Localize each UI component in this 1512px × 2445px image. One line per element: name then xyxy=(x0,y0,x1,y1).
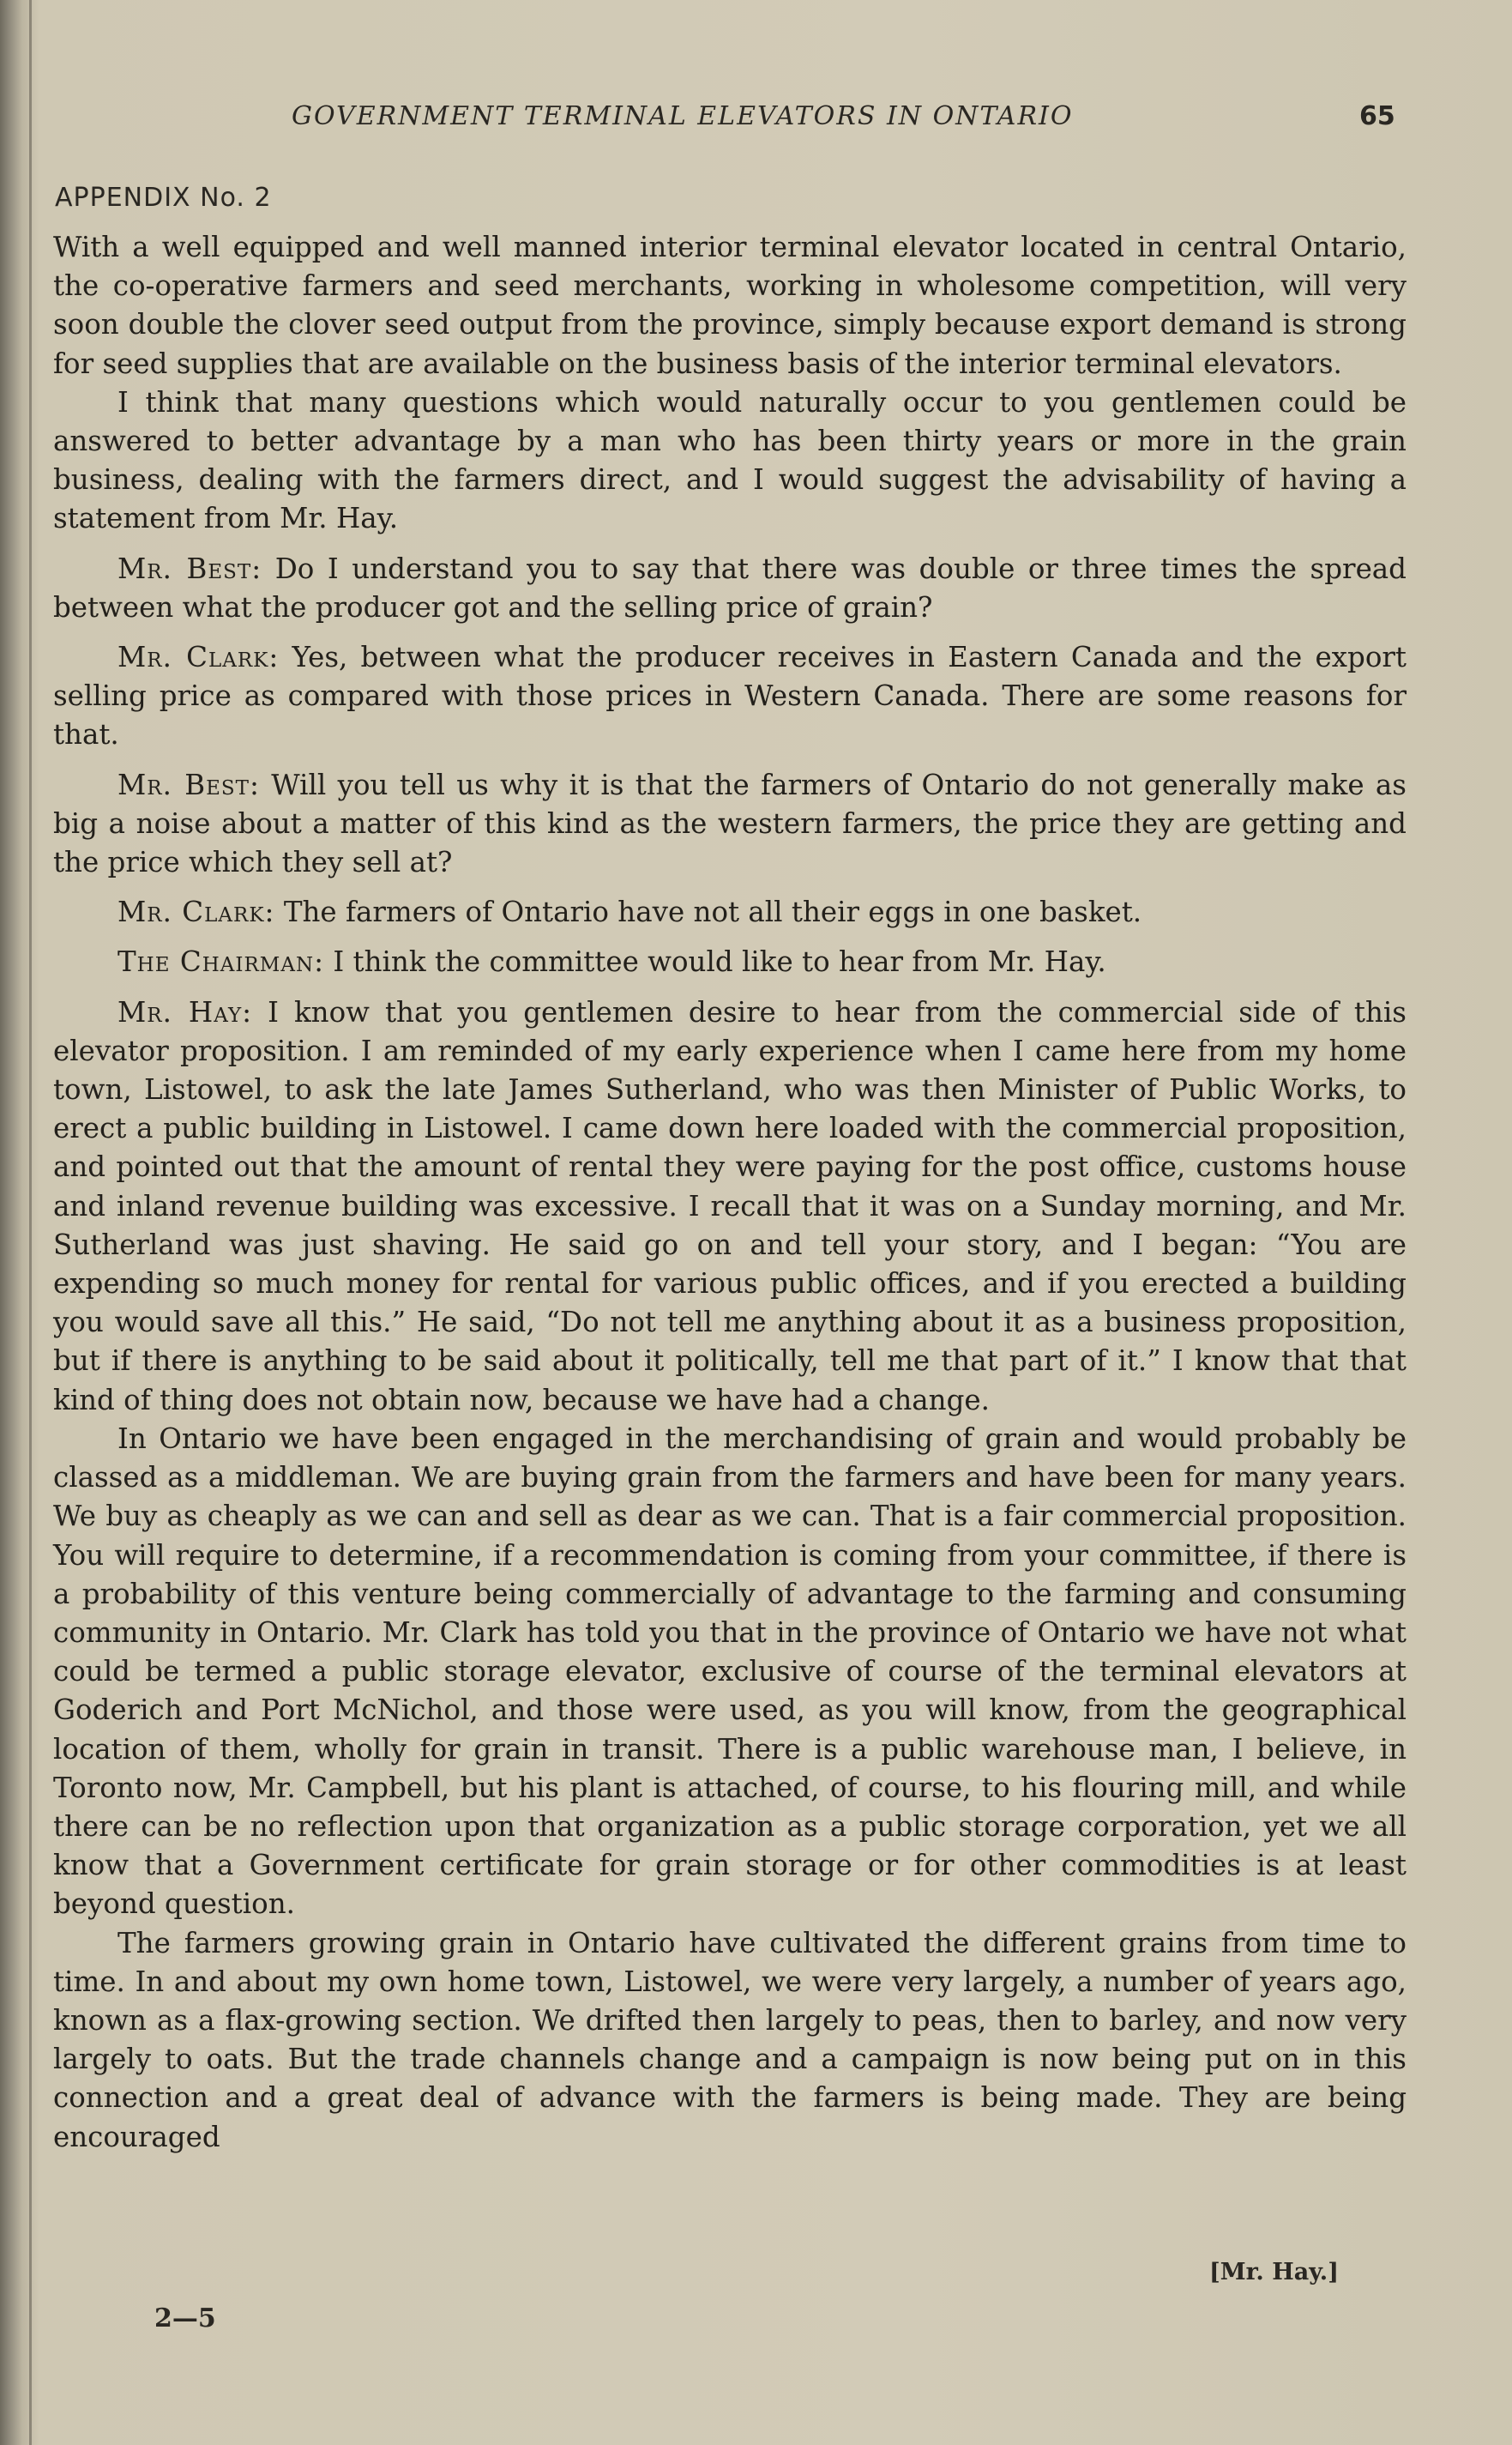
speech-paragraph xyxy=(53,893,1407,932)
speech-paragraph xyxy=(53,943,1407,981)
running-title: GOVERNMENT TERMINAL ELEVATORS IN ONTARIO xyxy=(292,101,1074,131)
speaker-name: The Chairman: xyxy=(117,945,325,979)
appendix-label: APPENDIX No. 2 xyxy=(55,183,272,213)
binding-edge xyxy=(29,0,32,2445)
signature-mark: 2—5 xyxy=(154,2303,216,2333)
speech-text: I think the committee would like to hear from Mr. Hay. xyxy=(333,945,1106,979)
page-number: 65 xyxy=(1359,101,1395,131)
speech-text: I know that you gentlemen desire to hear from the commercial side of this elevator proposition. I am reminded of my early experience when I came here from my home town, Listowel, to ask the late James Sutherland, who was then Minister of Public Works, to erect a public building in Listowel. I came down here loaded with the commercial proposition, and pointed out that the amount of rental they were paying for the post office, customs house and inland revenue building was excessive. I recall that it was on a Sunday morning, and Mr. Sutherland was just shaving. He said go on and tell your story, and I began: “You are expending so much money for rental for various public offices, and if you erected a building you would save all this.” He said, “Do not tell me anything about it as a business proposition, but if there is anything to be said about it politically, tell me that part of it.” I know that that kind of thing does not obtain now, because we have had a change. xyxy=(53,995,1407,1416)
paragraph-text: In Ontario we have been engaged in the merchandising of grain and would probably be classed as a middleman. We are buying grain from the farmers and have been for many years. We buy as cheaply as we can and sell as dear as we can. That is a fair commercial proposition. You will require to determine, if a recommendation is coming from your committee, if there is a probability of this venture being commercially of advantage to the farming and consuming community in Ontario. Mr. Clark has told you that in the province of Ontario we have not what could be termed a public storage elevator, exclusive of course of the terminal elevators at Goderich and Port McNichol, and those were used, as you will know, from the geographical location of them, wholly for grain in transit. There is a public warehouse man, I believe, in Toronto now, Mr. Campbell, but his plant is attached, of course, to his flouring mill, and while there can be no reflection upon that organization as a public storage corporation, yet we all know that a Government certificate for grain storage or for other commodities is at least beyond question. xyxy=(53,1422,1407,1921)
page-header xyxy=(0,101,1512,139)
speaker-tag: [Mr. Hay.] xyxy=(1209,2259,1339,2285)
speech-text: Will you tell us why it is that the farmers of Ontario do not generally make as big a noise about a matter of this kind as the western farmers, the price they are getting and the price which they sell at? xyxy=(53,768,1407,879)
speech-paragraph xyxy=(53,550,1407,627)
paragraph-text: I think that many questions which would naturally occur to you gentlemen could be answered to better advantage by a man who has been thirty years or more in the grain business, dealing with the farmers direct, and I would suggest the advisability of having a statement from Mr. Hay. xyxy=(53,385,1407,535)
speech-paragraph xyxy=(53,766,1407,883)
speaker-name: Mr. Clark: xyxy=(117,641,280,674)
paragraph xyxy=(53,228,1407,383)
speech-text: Yes, between what the producer receives in Eastern Canada and the export selling price as compared with those prices in Western Canada. There are some reasons for that. xyxy=(53,641,1407,752)
speech-text: Do I understand you to say that there was double or three times the spread between what the producer got and the selling price of grain? xyxy=(53,552,1407,624)
speech-paragraph xyxy=(53,638,1407,755)
speech-paragraph xyxy=(53,993,1407,1420)
speaker-name: Mr. Clark: xyxy=(117,896,275,929)
speech-text: The farmers of Ontario have not all their eggs in one basket. xyxy=(283,896,1142,929)
speaker-name: Mr. Hay: xyxy=(117,995,253,1029)
paragraph xyxy=(53,1420,1407,1924)
paragraph xyxy=(53,383,1407,539)
paragraph xyxy=(53,1924,1407,2157)
paragraph-text: The farmers growing grain in Ontario have cultivated the different grains from time to time. In and about my own home town, Listowel, we were very largely, a number of years ago, known as a flax-growing section. We drifted then largely to peas, then to barley, and now very largely to oats. But the trade channels change and a campaign is now being put on in this connection and a great deal of advance with the farmers is being made. They are being encouraged xyxy=(53,1926,1407,2153)
speaker-name: Mr. Best: xyxy=(117,768,260,801)
body-text xyxy=(53,228,1407,2157)
speaker-name: Mr. Best: xyxy=(117,552,262,585)
paragraph-text: With a well equipped and well manned interior terminal elevator located in central Ontario, the co-operative farmers and seed merchants, working in wholesome competition, will very soon double the clover seed output from the province, simply because export demand is strong for seed supplies that are available on the business basis of the interior terminal elevators. xyxy=(53,231,1407,380)
